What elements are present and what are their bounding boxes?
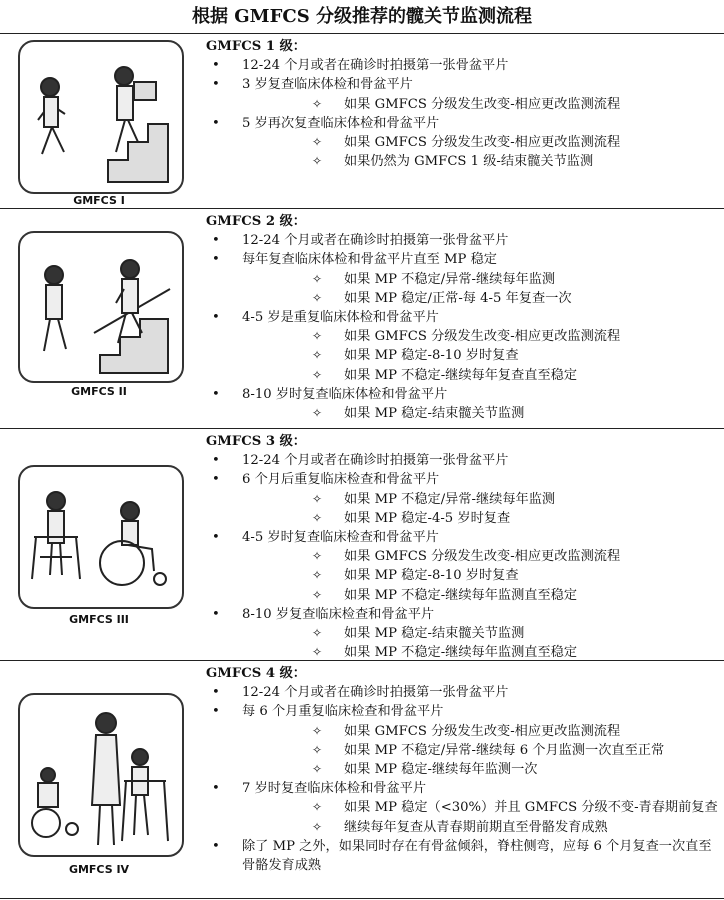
list-item: • 8-10 岁复查临床检查和骨盆平片 [206,605,720,624]
list-item: • 5 岁再次复查临床体检和骨盆平片 [206,114,720,133]
list-item: • 4-5 岁时复查临床检查和骨盆平片 [206,528,720,547]
list-subitem: ✧ 如果 MP 不稳定-继续每年复查直至稳定 [206,366,720,385]
assisted-mobility-children-drawing [20,695,182,855]
list-subitem: ✧ 如果 MP 稳定-结束髋关节监测 [206,624,720,643]
list-item: • 7 岁时复查临床体检和骨盆平片 [206,779,720,798]
list-item: • 每 6 个月重复临床检查和骨盆平片 [206,702,720,721]
list-subitem: ✧ 如果 MP 不稳定-继续每年监测直至稳定 [206,643,720,662]
list-item: • 8-10 岁时复查临床体检和骨盆平片 [206,385,720,404]
gmfcs-1-illustration [18,40,184,194]
section-gmfcs-4 [0,661,724,899]
gmfcs-4-caption: GMFCS IV [68,863,130,876]
list-item: • 6 个月后重复临床检查和骨盆平片 [206,470,720,489]
walker-wheelchair-children-drawing [20,467,182,607]
illustration-column [0,209,198,428]
list-item: • 12-24 个月或者在确诊时拍摄第一张骨盆平片 [206,56,720,75]
list-item: • 12-24 个月或者在确诊时拍摄第一张骨盆平片 [206,451,720,470]
gmfcs-4-illustration [18,693,184,857]
list-item: • 4-5 岁是重复临床体检和骨盆平片 [206,308,720,327]
list-item: • 除了 MP 之外，如果同时存在有骨盆倾斜，脊柱侧弯，应每 6 个月复查一次直至骨骼发育成熟 [206,837,720,875]
list-subitem: ✧ 如果 GMFCS 分级发生改变-相应更改监测流程 [206,327,720,346]
section-gmfcs-1 [0,34,724,209]
gmfcs-3-text [206,432,720,662]
walking-climbing-children-drawing [20,42,182,192]
illustration-column [0,429,198,660]
gmfcs-1-text [206,37,720,171]
list-subitem: ✧ 如果 MP 稳定-结束髋关节监测 [206,404,720,423]
walking-railing-children-drawing [20,233,182,381]
list-subitem: ✧ 如果 MP 稳定/正常-每 4-5 年复查一次 [206,289,720,308]
gmfcs-2-illustration [18,231,184,383]
list-subitem: ✧ 继续每年复查从青春期前期直至骨骼发育成熟 [206,818,720,837]
list-subitem: ✧ 如果仍然为 GMFCS 1 级-结束髋关节监测 [206,152,720,171]
gmfcs-1-heading: GMFCS 1 级： [206,39,306,54]
list-subitem: ✧ 如果 MP 稳定-8-10 岁时复查 [206,566,720,585]
list-subitem: ✧ 如果 GMFCS 分级发生改变-相应更改监测流程 [206,547,720,566]
section-gmfcs-2 [0,209,724,429]
gmfcs-1-caption: GMFCS I [73,194,125,207]
list-subitem: ✧ 如果 MP 稳定（<30%）并且 GMFCS 分级不变-青春期前复查 [206,798,720,817]
illustration-column [0,661,198,898]
list-subitem: ✧ 如果 MP 不稳定/异常-继续每年监测 [206,270,720,289]
list-subitem: ✧ 如果 GMFCS 分级发生改变-相应更改监测流程 [206,133,720,152]
section-gmfcs-3 [0,429,724,661]
list-subitem: ✧ 如果 MP 稳定-4-5 岁时复查 [206,509,720,528]
list-item: • 12-24 个月或者在确诊时拍摄第一张骨盆平片 [206,683,720,702]
page-title: 根据 GMFCS 分级推荐的髋关节监测流程 [0,0,724,34]
gmfcs-4-heading: GMFCS 4 级： [206,666,306,681]
gmfcs-2-text [206,212,720,423]
list-item: • 3 岁复查临床体检和骨盆平片 [206,75,720,94]
gmfcs-3-illustration [18,465,184,609]
list-subitem: ✧ 如果 GMFCS 分级发生改变-相应更改监测流程 [206,722,720,741]
list-item: • 12-24 个月或者在确诊时拍摄第一张骨盆平片 [206,231,720,250]
list-subitem: ✧ 如果 MP 不稳定/异常-继续每年监测 [206,490,720,509]
list-subitem: ✧ 如果 MP 稳定-继续每年监测一次 [206,760,720,779]
gmfcs-2-caption: GMFCS II [71,385,127,398]
list-subitem: ✧ 如果 GMFCS 分级发生改变-相应更改监测流程 [206,95,720,114]
list-subitem: ✧ 如果 MP 不稳定/异常-继续每 6 个月监测一次直至正常 [206,741,720,760]
illustration-column [0,34,198,208]
gmfcs-2-heading: GMFCS 2 级： [206,214,306,229]
list-item: • 每年复查临床体检和骨盆平片直至 MP 稳定 [206,250,720,269]
gmfcs-3-caption: GMFCS III [69,613,129,626]
list-subitem: ✧ 如果 MP 稳定-8-10 岁时复查 [206,346,720,365]
gmfcs-3-heading: GMFCS 3 级： [206,434,306,449]
list-subitem: ✧ 如果 MP 不稳定-继续每年监测直至稳定 [206,586,720,605]
gmfcs-4-text [206,664,720,875]
